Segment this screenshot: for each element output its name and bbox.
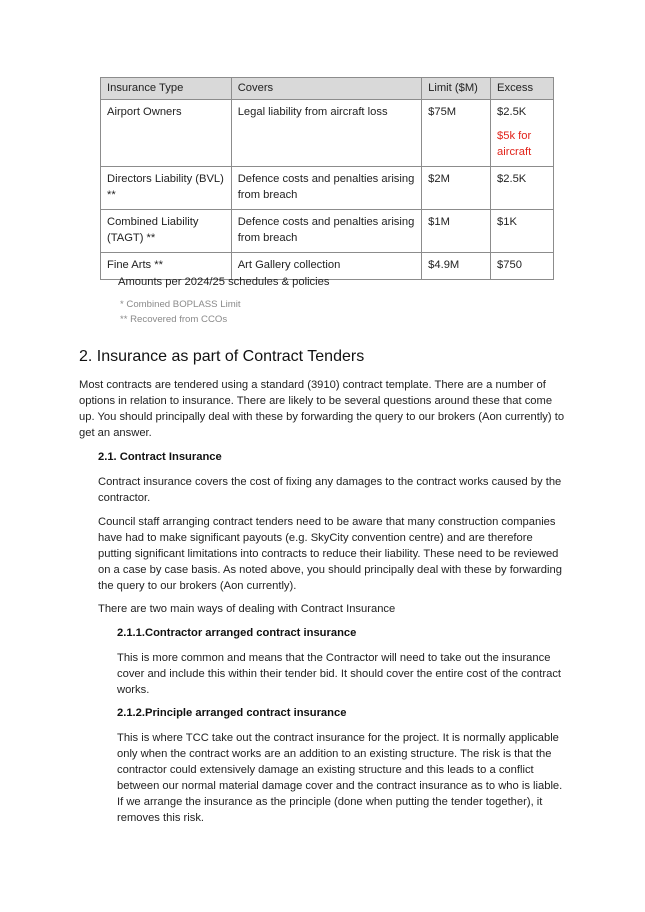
- limit-cell: $4.9M: [422, 253, 491, 280]
- subsection-heading: 2.1.1.Contractor arranged contract insurance: [117, 627, 357, 639]
- insurance-table: [100, 77, 554, 280]
- excess-cell: $1K: [491, 210, 554, 253]
- insurance-type-cell: Fine Arts **: [101, 253, 232, 280]
- table-header-row: [101, 78, 554, 100]
- paragraph: There are two main ways of dealing with Contract Insurance: [98, 603, 396, 615]
- excess-cell: $2.5K: [491, 167, 554, 210]
- limit-cell: $75M: [422, 100, 491, 167]
- section-heading: 2. Insurance as part of Contract Tenders: [79, 348, 365, 365]
- excess-cell: $750: [491, 253, 554, 280]
- subsection-heading: 2.1.2.Principle arranged contract insurance: [117, 707, 347, 719]
- covers-cell: Defence costs and penalties arising from breach: [231, 210, 421, 253]
- table-row: [101, 210, 554, 253]
- excess-note: $5k for aircraft: [497, 130, 532, 158]
- footnote: * Combined BOPLASS Limit: [120, 299, 241, 310]
- subsection-heading: 2.1. Contract Insurance: [98, 451, 222, 463]
- limit-cell: $2M: [422, 167, 491, 210]
- excess-value: $2.5K: [497, 106, 527, 118]
- limit-cell: $1M: [422, 210, 491, 253]
- paragraph: Council staff arranging contract tenders need to be aware that many construction companies have had to make significant payouts (e.g. SkyCity convention centre) and are therefore putting significant limitations into contracts to reduce their liability. These need to be reviewed on a case by case basis. As noted above, you should principally deal with these by forwarding the query to our brokers (Aon currently).: [98, 516, 562, 592]
- column-header: Covers: [231, 78, 421, 100]
- column-header: Limit ($M): [422, 78, 491, 100]
- paragraph: This is more common and means that the Contractor will need to take out the insurance cover and include this within their tender bid. It should cover the entire cost of the contract works.: [117, 652, 562, 696]
- paragraph: Contract insurance covers the cost of fixing any damages to the contract works caused by the contractor.: [98, 476, 562, 504]
- column-header: Excess: [491, 78, 554, 100]
- column-header: Insurance Type: [101, 78, 232, 100]
- insurance-type-cell: Combined Liability (TAGT) **: [101, 210, 232, 253]
- insurance-type-cell: Directors Liability (BVL) **: [101, 167, 232, 210]
- excess-cell: [491, 100, 554, 167]
- paragraph: This is where TCC take out the contract insurance for the project. It is normally applicable only when the contract works are an addition to an existing structure. The risk is that the contractor could extensively damage an existing structure and this leads to a conflict between our normal material damage cover and the contract insurance as to who is liable. If we arrange the insurance as the principle (done when putting the tender together), it removes this risk.: [117, 732, 563, 824]
- table-row: [101, 100, 554, 167]
- amounts-note: Amounts per 2024/25 schedules & policies: [118, 276, 330, 288]
- covers-cell: Defence costs and penalties arising from breach: [231, 167, 421, 210]
- paragraph: Most contracts are tendered using a standard (3910) contract template. There are a number of options in relation to insurance. There are likely to be several questions around these that come up. You should principally deal with these by forwarding the query to our brokers (Aon currently) to get an answer.: [79, 379, 565, 439]
- table-row: [101, 167, 554, 210]
- covers-cell: Legal liability from aircraft loss: [231, 100, 421, 167]
- covers-cell: Art Gallery collection: [231, 253, 421, 280]
- footnote: ** Recovered from CCOs: [120, 314, 228, 325]
- insurance-type-cell: Airport Owners: [101, 100, 232, 167]
